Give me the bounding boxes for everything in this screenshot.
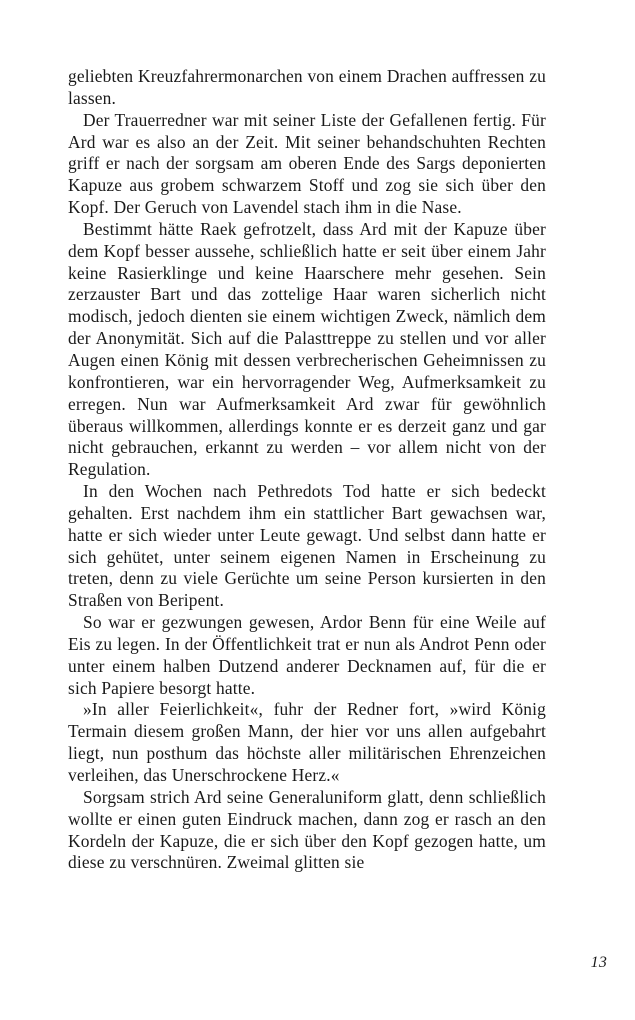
paragraph: Sorgsam strich Ard seine Generaluniform glatt, denn schließlich wollte er einen guten Eindruck machen, dann zog er rasch an den Kordeln der Kapuze, die er sich über den Kopf gezogen hatte, um diese zu verschnüren. Zweimal glitten sie: [68, 786, 546, 873]
paragraph: Der Trauerredner war mit seiner Liste der Gefallenen fertig. Für Ard war es also an der Zeit. Mit seiner behandschuhten Rechten griff er nach der sorgsam am oberen Ende des Sargs deponierten Kapuze aus grobem schwarzem Stoff und zog sie sich über den Kopf. Der Geruch von Lavendel stach ihm in die Nase.: [68, 109, 546, 218]
paragraph: In den Wochen nach Pethredots Tod hatte er sich bedeckt gehalten. Erst nachdem ihm ein stattlicher Bart gewachsen war, hatte er sich wieder unter Leute gewagt. Und selbst dann hatte er sich gehütet, unter seinem eigenen Namen in Erscheinung zu treten, denn zu viele Gerüchte um seine Person kursierten in den Straßen von Beripent.: [68, 481, 546, 611]
paragraph: »In aller Feierlichkeit«, fuhr der Redner fort, »wird König Termain diesem großen Mann, der hier vor uns allen aufgebahrt liegt, nun posthum das höchste aller militärischen Ehrenzeichen verleihen, das Unerschrockene Herz.«: [68, 699, 546, 785]
paragraph: Bestimmt hätte Raek gefrotzelt, dass Ard mit der Kapuze über dem Kopf besser aussehe, schließlich hatte er seit über einem Jahr keine Rasierklinge und keine Haarschere mehr gesehen. Sein zerzauster Bart und das zottelige Haar waren sicherlich nicht modisch, jedoch dienten sie einem wichtigen Zweck, nämlich dem der Anonymität. Sich auf die Palasttreppe zu stellen und vor aller Augen einen König mit dessen verbrecherischen Geheimnissen zu konfrontieren, war ein hervorragender Weg, Aufmerksamkeit zu erregen. Nun war Aufmerksamkeit Ard zwar für gewöhnlich überaus willkommen, allerdings konnte er es derzeit ganz und gar nicht gebrauchen, erkannt zu werden – vor allem nicht von der Regulation.: [68, 218, 546, 480]
page-number: 13: [590, 954, 607, 971]
paragraph: geliebten Kreuzfahrermonarchen von einem Drachen auffressen zu lassen.: [68, 66, 546, 108]
paragraph: So war er gezwungen gewesen, Ardor Benn für eine Weile auf Eis zu legen. In der Öffentlichkeit trat er nun als Androt Penn oder unter einem halben Dutzend anderer Decknamen auf, für die er sich Papiere besorgt hatte.: [68, 612, 546, 698]
page-text-block: [68, 66, 546, 874]
